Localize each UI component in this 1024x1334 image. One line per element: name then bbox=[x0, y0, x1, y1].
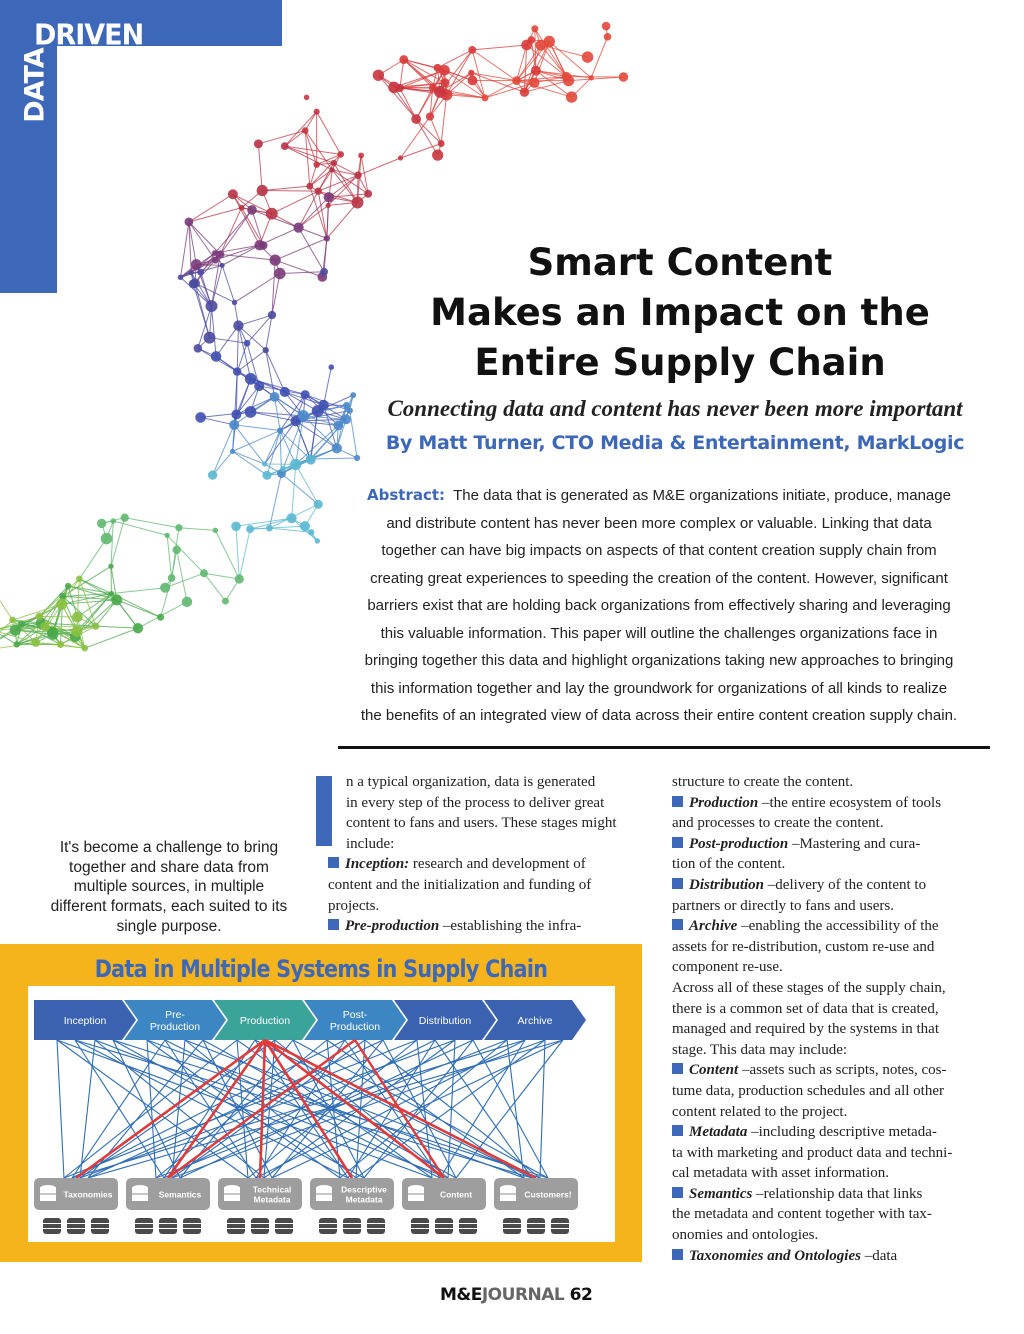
body-line: Across all of these stages of the supply chain, bbox=[672, 979, 946, 996]
storage-icon bbox=[343, 1218, 361, 1234]
system-label: Descriptive bbox=[341, 1184, 387, 1195]
article-byline: By Matt Turner, CTO Media & Entertainment, MarkLogic bbox=[385, 432, 965, 454]
bullet-square-icon bbox=[672, 837, 683, 848]
system-label: Semantics bbox=[158, 1189, 202, 1200]
system-label: Technical bbox=[252, 1184, 292, 1195]
storage-icon bbox=[91, 1218, 109, 1234]
bullet-square-icon bbox=[672, 919, 683, 930]
storage-icon bbox=[367, 1218, 385, 1234]
article-subtitle: Connecting data and content has never been more important bbox=[387, 396, 963, 421]
body-column-1: n a typical organization, data is generated in every step of the process to deliver great content to fans and users. These stages might include: Inception: research and development of content and the initialization and funding of projects. Pre-production –establishing the infra- bbox=[328, 774, 617, 935]
body-line: Distribution –delivery of the content to bbox=[672, 875, 972, 896]
body-line: assets for re-distribution, custom re-use and bbox=[672, 938, 935, 955]
storage-icon bbox=[435, 1218, 453, 1234]
body-line: component re-use. bbox=[672, 959, 783, 976]
body-line: cal metadata with asset information. bbox=[672, 1165, 890, 1182]
abstract: Abstract: The data that is generated as M&E organizations initiate, produce, manage and distribute content has never been more complex or valuable. Linking that data together can have big impacts on aspects of that content creation supply chain from creating great experiences to speeding the creation of the content. However, significant barriers exist that are holding back organizations from effectively sharing and leveraging this valuable information. This paper will outline the challenges organizations face in bringing together this data and highlight organizations taking new approaches to bringing this information together and lay the groundwork for organizations of all kinds to realize the benefits of an integrated view of data across their entire content creation supply chain. bbox=[360, 486, 958, 724]
body-line: Post-production –Mastering and cura- bbox=[672, 834, 972, 855]
storage-icon bbox=[135, 1218, 153, 1234]
storage-icon bbox=[319, 1218, 337, 1234]
stage-label: Production bbox=[149, 1021, 201, 1033]
figure-title: Data in Multiple Systems in Supply Chain bbox=[94, 955, 548, 983]
storage-icon bbox=[159, 1218, 177, 1234]
bullet-square-icon bbox=[672, 1187, 683, 1198]
body-line: Production –the entire ecosystem of tools bbox=[672, 793, 972, 814]
body-line: partners or directly to fans and users. bbox=[672, 897, 895, 914]
bullet-square-icon bbox=[672, 1125, 683, 1136]
stage-label: Archive bbox=[517, 1015, 553, 1027]
bullet-square-icon bbox=[672, 1249, 683, 1260]
body-line: Semantics –relationship data that links bbox=[672, 1184, 972, 1205]
storage-icon bbox=[67, 1218, 85, 1234]
body-line: and processes to create the content. bbox=[672, 815, 884, 832]
body-line: Metadata –including descriptive metada- bbox=[672, 1122, 972, 1143]
stage-label: Pre- bbox=[165, 1009, 185, 1021]
system-label: Customers! bbox=[524, 1189, 572, 1200]
body-line: onomies and ontologies. bbox=[672, 1227, 819, 1244]
storage-icon bbox=[183, 1218, 201, 1234]
storage-icon bbox=[527, 1218, 545, 1234]
article-title: Smart Content Makes an Impact on the Entire Supply Chain bbox=[430, 241, 930, 384]
body-line: the metadata and content together with tax- bbox=[672, 1206, 932, 1223]
body-line: Taxonomies and Ontologies –data bbox=[672, 1246, 972, 1267]
stage-label: Inception bbox=[63, 1015, 107, 1027]
stage-label: Distribution bbox=[418, 1015, 472, 1027]
pull-quote: It's become a challenge to bring together and share data from multiple sources, in multiple different formats, each suited to its single purpose. bbox=[50, 839, 288, 935]
body-line: tion of the content. bbox=[672, 856, 786, 873]
bullet-square-icon bbox=[328, 857, 339, 868]
stage-label: Production bbox=[329, 1021, 381, 1033]
body-line: stage. This data may include: bbox=[672, 1041, 848, 1058]
supply-chain-diagram bbox=[28, 986, 615, 1242]
stage-label: Post- bbox=[342, 1009, 368, 1021]
system-label: Metadata bbox=[253, 1194, 291, 1205]
system-label: Taxonomies bbox=[63, 1189, 113, 1200]
body-line: Archive –enabling the accessibility of the bbox=[672, 916, 972, 937]
bullet-square-icon bbox=[672, 796, 683, 807]
page-footer: M&EJOURNAL 62 bbox=[440, 1285, 593, 1305]
body-line: tume data, production schedules and all other bbox=[672, 1082, 944, 1099]
storage-icon bbox=[551, 1218, 569, 1234]
storage-icon bbox=[275, 1218, 293, 1234]
bullet-square-icon bbox=[328, 919, 339, 930]
body-line: content related to the project. bbox=[672, 1103, 848, 1120]
storage-icon bbox=[43, 1218, 61, 1234]
body-line: managed and required by the systems in that bbox=[672, 1021, 940, 1038]
storage-icon bbox=[459, 1218, 477, 1234]
body-column-2 bbox=[672, 772, 972, 1266]
storage-icon bbox=[227, 1218, 245, 1234]
body-line: structure to create the content. bbox=[672, 774, 854, 790]
body-line: ta with marketing and product data and techni- bbox=[672, 1144, 953, 1161]
storage-icon bbox=[251, 1218, 269, 1234]
storage-icon bbox=[411, 1218, 429, 1234]
system-label: Metadata bbox=[345, 1194, 383, 1205]
section-label-driven: DRIVEN bbox=[34, 19, 144, 52]
bullet-square-icon bbox=[672, 878, 683, 889]
section-label-data: DATA bbox=[19, 48, 51, 123]
body-line: Content –assets such as scripts, notes, cos- bbox=[672, 1060, 972, 1081]
stage-label: Production bbox=[239, 1015, 291, 1027]
system-label: Content bbox=[439, 1189, 473, 1200]
abstract-label: Abstract: bbox=[367, 486, 446, 504]
bullet-square-icon bbox=[672, 1063, 683, 1074]
divider bbox=[338, 746, 990, 749]
storage-icon bbox=[503, 1218, 521, 1234]
body-line: there is a common set of data that is created, bbox=[672, 1000, 939, 1017]
